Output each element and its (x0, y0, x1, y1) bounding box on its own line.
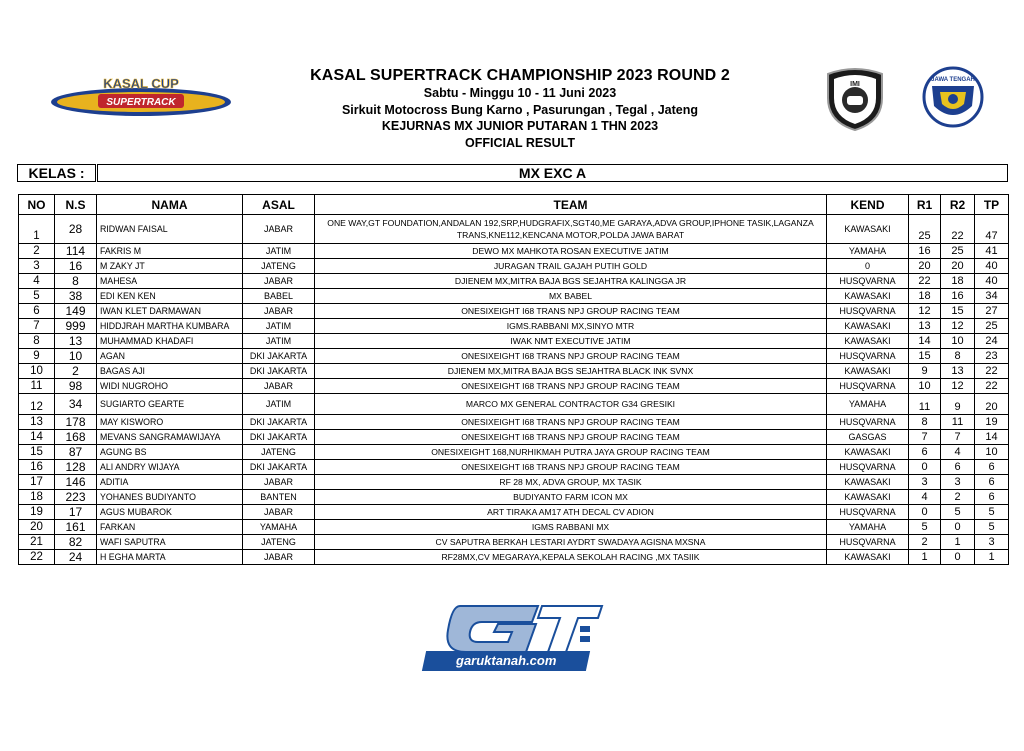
cell-team: ONESIXEIGHT I68 TRANS NPJ GROUP RACING TEAM (315, 304, 827, 319)
cell-ns: 87 (55, 445, 97, 460)
table-row (19, 415, 1009, 430)
cell-kend: HUSQVARNA (827, 415, 909, 430)
table-row (19, 379, 1009, 394)
cell-kend: KAWASAKI (827, 334, 909, 349)
cell-team: CV SAPUTRA BERKAH LESTARI AYDRT SWADAYA AGISNA MXSNA (315, 535, 827, 550)
cell-kend: HUSQVARNA (827, 460, 909, 475)
cell-nama: RIDWAN FAISAL (97, 215, 243, 244)
cell-r2: 4 (941, 445, 975, 460)
cell-team: RF 28 MX, ADVA GROUP, MX TASIK (315, 475, 827, 490)
cell-r2: 25 (941, 244, 975, 259)
cell-nama: YOHANES BUDIYANTO (97, 490, 243, 505)
cell-r1: 9 (909, 364, 941, 379)
event-venue: Sirkuit Motocross Bung Karno , Pasurungan , Tegal , Jateng (341, 102, 699, 117)
cell-asal: JABAR (243, 475, 315, 490)
kelas-label: KELAS : (17, 164, 96, 182)
cell-tp: 41 (975, 244, 1009, 259)
cell-r1: 22 (909, 274, 941, 289)
cell-kend: KAWASAKI (827, 445, 909, 460)
cell-nama: MUHAMMAD KHADAFI (97, 334, 243, 349)
cell-kend: HUSQVARNA (827, 505, 909, 520)
col-header-nama: NAMA (97, 195, 243, 215)
cell-nama: MAY KISWORO (97, 415, 243, 430)
cell-asal: JATENG (243, 445, 315, 460)
table-header-row (19, 195, 1009, 215)
cell-r2: 11 (941, 415, 975, 430)
cell-no: 17 (19, 475, 55, 490)
table-row (19, 304, 1009, 319)
kelas-value: MX EXC A (97, 164, 1008, 182)
cell-ns: 28 (55, 215, 97, 244)
cell-ns: 223 (55, 490, 97, 505)
cell-ns: 16 (55, 259, 97, 274)
cell-r2: 1 (941, 535, 975, 550)
cell-nama: FARKAN (97, 520, 243, 535)
cell-team: IGMS.RABBANI MX,SINYO MTR (315, 319, 827, 334)
cell-tp: 10 (975, 445, 1009, 460)
cell-r2: 16 (941, 289, 975, 304)
results-body (19, 215, 1009, 565)
cell-r2: 8 (941, 349, 975, 364)
cell-no: 19 (19, 505, 55, 520)
cell-kend: KAWASAKI (827, 215, 909, 244)
cell-r1: 4 (909, 490, 941, 505)
cell-r1: 10 (909, 379, 941, 394)
cell-r1: 13 (909, 319, 941, 334)
cell-asal: JATIM (243, 244, 315, 259)
table-row (19, 274, 1009, 289)
cell-team: RF28MX,CV MEGARAYA,KEPALA SEKOLAH RACING ,MX TASIIK (315, 550, 827, 565)
cell-tp: 40 (975, 274, 1009, 289)
imi-badge-text: IMI (850, 81, 860, 88)
cell-kend: HUSQVARNA (827, 349, 909, 364)
cell-no: 16 (19, 460, 55, 475)
cell-kend: HUSQVARNA (827, 304, 909, 319)
cell-nama: M ZAKY JT (97, 259, 243, 274)
col-header-tp: TP (975, 195, 1009, 215)
cell-ns: 13 (55, 334, 97, 349)
table-row (19, 349, 1009, 364)
cell-team: IWAK NMT EXECUTIVE JATIM (315, 334, 827, 349)
cell-r1: 0 (909, 460, 941, 475)
cell-no: 5 (19, 289, 55, 304)
table-row (19, 475, 1009, 490)
cell-asal: JATIM (243, 334, 315, 349)
cell-team: ART TIRAKA AM17 ATH DECAL CV ADION (315, 505, 827, 520)
document-header (0, 0, 1024, 160)
cell-kend: KAWASAKI (827, 319, 909, 334)
logo-left-bottom-text: SUPERTRACK (106, 97, 176, 108)
cell-asal: DKI JAKARTA (243, 364, 315, 379)
cell-tp: 1 (975, 550, 1009, 565)
cell-tp: 5 (975, 505, 1009, 520)
cell-r2: 5 (941, 505, 975, 520)
cell-ns: 114 (55, 244, 97, 259)
cell-no: 10 (19, 364, 55, 379)
jawa-tengah-badge-icon (922, 66, 984, 128)
cell-r1: 12 (909, 304, 941, 319)
result-type: OFFICIAL RESULT (465, 135, 575, 150)
cell-team: JURAGAN TRAIL GAJAH PUTIH GOLD (315, 259, 827, 274)
cell-tp: 40 (975, 259, 1009, 274)
cell-nama: IWAN KLET DARMAWAN (97, 304, 243, 319)
cell-r1: 0 (909, 505, 941, 520)
cell-r2: 13 (941, 364, 975, 379)
cell-team: ONESIXEIGHT 168,NURHIKMAH PUTRA JAYA GROUP RACING TEAM (315, 445, 827, 460)
cell-asal: YAMAHA (243, 520, 315, 535)
kasal-cup-supertrack-logo (48, 74, 234, 122)
cell-ns: 24 (55, 550, 97, 565)
imi-badge-icon (822, 66, 888, 132)
cell-team: ONE WAY,GT FOUNDATION,ANDALAN 192,SRP,HUDGRAFIX,SGT40,ME GARAYA,ADVA GROUP,IPHONE TASIK,LAGANZA TRANS,KNE112,KENCANA MOTOR,POLDA JAWA BARAT (315, 215, 827, 244)
cell-team: MARCO MX GENERAL CONTRACTOR G34 GRESIKI (315, 394, 827, 415)
event-series: KEJURNAS MX JUNIOR PUTARAN 1 THN 2023 (381, 119, 659, 133)
cell-team: DJIENEM MX,MITRA BAJA BGS SEJAHTRA BLACK INK SVNX (315, 364, 827, 379)
cell-r2: 7 (941, 430, 975, 445)
cell-nama: AGUS MUBAROK (97, 505, 243, 520)
cell-no: 22 (19, 550, 55, 565)
cell-no: 18 (19, 490, 55, 505)
cell-asal: BABEL (243, 289, 315, 304)
cell-team: ONESIXEIGHT I68 TRANS NPJ GROUP RACING TEAM (315, 349, 827, 364)
table-row (19, 535, 1009, 550)
table-row (19, 550, 1009, 565)
col-header-r2: R2 (941, 195, 975, 215)
cell-nama: MEVANS SANGRAMAWIJAYA (97, 430, 243, 445)
cell-tp: 47 (975, 215, 1009, 244)
cell-no: 14 (19, 430, 55, 445)
cell-tp: 25 (975, 319, 1009, 334)
cell-ns: 38 (55, 289, 97, 304)
cell-r2: 10 (941, 334, 975, 349)
cell-no: 2 (19, 244, 55, 259)
cell-asal: DKI JAKARTA (243, 460, 315, 475)
col-header-no: NO (19, 195, 55, 215)
cell-r2: 9 (941, 394, 975, 415)
cell-tp: 22 (975, 364, 1009, 379)
cell-r1: 1 (909, 550, 941, 565)
cell-ns: 34 (55, 394, 97, 415)
cell-r2: 0 (941, 520, 975, 535)
cell-kend: YAMAHA (827, 244, 909, 259)
cell-kend: 0 (827, 259, 909, 274)
cell-no: 1 (19, 215, 55, 244)
cell-no: 20 (19, 520, 55, 535)
table-row (19, 319, 1009, 334)
cell-no: 4 (19, 274, 55, 289)
cell-asal: JABAR (243, 274, 315, 289)
cell-r2: 20 (941, 259, 975, 274)
cell-nama: BAGAS AJI (97, 364, 243, 379)
cell-kend: KAWASAKI (827, 364, 909, 379)
cell-r2: 2 (941, 490, 975, 505)
cell-team: MX BABEL (315, 289, 827, 304)
cell-nama: AGUNG BS (97, 445, 243, 460)
footer-url: garuktanah.com (455, 653, 557, 668)
kelas-row (17, 164, 1008, 182)
table-row (19, 334, 1009, 349)
cell-tp: 19 (975, 415, 1009, 430)
cell-ns: 178 (55, 415, 97, 430)
cell-nama: EDI KEN KEN (97, 289, 243, 304)
cell-asal: JATIM (243, 319, 315, 334)
col-header-r1: R1 (909, 195, 941, 215)
table-row (19, 445, 1009, 460)
table-row (19, 490, 1009, 505)
cell-nama: WAFI SAPUTRA (97, 535, 243, 550)
cell-kend: HUSQVARNA (827, 379, 909, 394)
cell-r2: 3 (941, 475, 975, 490)
cell-r1: 11 (909, 394, 941, 415)
cell-ns: 999 (55, 319, 97, 334)
cell-ns: 168 (55, 430, 97, 445)
cell-r2: 0 (941, 550, 975, 565)
cell-asal: JABAR (243, 379, 315, 394)
title-block (250, 66, 790, 151)
cell-kend: GASGAS (827, 430, 909, 445)
cell-r2: 6 (941, 460, 975, 475)
cell-r1: 2 (909, 535, 941, 550)
cell-ns: 82 (55, 535, 97, 550)
table-row (19, 289, 1009, 304)
cell-asal: JATIM (243, 394, 315, 415)
cell-tp: 14 (975, 430, 1009, 445)
cell-asal: JATENG (243, 535, 315, 550)
cell-tp: 27 (975, 304, 1009, 319)
cell-r2: 18 (941, 274, 975, 289)
cell-ns: 2 (55, 364, 97, 379)
results-table (18, 194, 1009, 565)
footer-url-badge (422, 651, 590, 671)
col-header-kend: KEND (827, 195, 909, 215)
cell-ns: 149 (55, 304, 97, 319)
cell-r2: 12 (941, 319, 975, 334)
cell-no: 15 (19, 445, 55, 460)
cell-kend: KAWASAKI (827, 490, 909, 505)
cell-team: DEWO MX MAHKOTA ROSAN EXECUTIVE JATIM (315, 244, 827, 259)
cell-r2: 12 (941, 379, 975, 394)
cell-r1: 14 (909, 334, 941, 349)
cell-ns: 146 (55, 475, 97, 490)
cell-tp: 6 (975, 475, 1009, 490)
cell-r1: 20 (909, 259, 941, 274)
cell-tp: 6 (975, 460, 1009, 475)
cell-kend: YAMAHA (827, 394, 909, 415)
cell-nama: AGAN (97, 349, 243, 364)
cell-asal: JABAR (243, 215, 315, 244)
cell-asal: JABAR (243, 304, 315, 319)
cell-tp: 22 (975, 379, 1009, 394)
table-row (19, 430, 1009, 445)
cell-ns: 98 (55, 379, 97, 394)
cell-r1: 25 (909, 215, 941, 244)
cell-team: ONESIXEIGHT I68 TRANS NPJ GROUP RACING TEAM (315, 460, 827, 475)
cell-kend: KAWASAKI (827, 550, 909, 565)
cell-team: ONESIXEIGHT I68 TRANS NPJ GROUP RACING TEAM (315, 379, 827, 394)
cell-ns: 8 (55, 274, 97, 289)
table-row (19, 520, 1009, 535)
cell-team: ONESIXEIGHT I68 TRANS NPJ GROUP RACING TEAM (315, 415, 827, 430)
cell-nama: HIDDJRAH MARTHA KUMBARA (97, 319, 243, 334)
cell-asal: BANTEN (243, 490, 315, 505)
event-title: KASAL SUPERTRACK CHAMPIONSHIP 2023 ROUND 2 (310, 67, 730, 84)
cell-no: 11 (19, 379, 55, 394)
table-row (19, 364, 1009, 379)
cell-no: 8 (19, 334, 55, 349)
cell-tp: 24 (975, 334, 1009, 349)
cell-kend: HUSQVARNA (827, 274, 909, 289)
cell-team: IGMS RABBANI MX (315, 520, 827, 535)
cell-r1: 16 (909, 244, 941, 259)
table-row (19, 259, 1009, 274)
cell-asal: JATENG (243, 259, 315, 274)
cell-r1: 8 (909, 415, 941, 430)
event-date: Sabtu - Minggu 10 - 11 Juni 2023 (423, 86, 617, 100)
cell-no: 3 (19, 259, 55, 274)
cell-nama: ADITIA (97, 475, 243, 490)
cell-tp: 6 (975, 490, 1009, 505)
cell-nama: SUGIARTO GEARTE (97, 394, 243, 415)
col-header-ns: N.S (55, 195, 97, 215)
cell-tp: 23 (975, 349, 1009, 364)
cell-asal: DKI JAKARTA (243, 415, 315, 430)
col-header-asal: ASAL (243, 195, 315, 215)
cell-team: ONESIXEIGHT I68 TRANS NPJ GROUP RACING TEAM (315, 430, 827, 445)
cell-team: BUDIYANTO FARM ICON MX (315, 490, 827, 505)
cell-no: 12 (19, 394, 55, 415)
table-row (19, 505, 1009, 520)
cell-kend: KAWASAKI (827, 475, 909, 490)
cell-nama: ALI ANDRY WIJAYA (97, 460, 243, 475)
cell-team: DJIENEM MX,MITRA BAJA BGS SEJAHTRA KALINGGA JR (315, 274, 827, 289)
cell-nama: H EGHA MARTA (97, 550, 243, 565)
cell-r1: 15 (909, 349, 941, 364)
cell-no: 13 (19, 415, 55, 430)
jawa-tengah-badge-text: JAWA TENGAH (931, 77, 975, 83)
cell-kend: HUSQVARNA (827, 535, 909, 550)
cell-ns: 17 (55, 505, 97, 520)
cell-r1: 18 (909, 289, 941, 304)
logo-left-top-text: KASAL CUP (103, 76, 179, 91)
cell-asal: DKI JAKARTA (243, 349, 315, 364)
cell-r1: 6 (909, 445, 941, 460)
cell-asal: DKI JAKARTA (243, 430, 315, 445)
cell-kend: KAWASAKI (827, 289, 909, 304)
cell-nama: WIDI NUGROHO (97, 379, 243, 394)
cell-tp: 3 (975, 535, 1009, 550)
table-row (19, 215, 1009, 244)
cell-no: 7 (19, 319, 55, 334)
cell-r1: 7 (909, 430, 941, 445)
cell-ns: 161 (55, 520, 97, 535)
table-row (19, 244, 1009, 259)
cell-r2: 15 (941, 304, 975, 319)
cell-no: 6 (19, 304, 55, 319)
table-row (19, 460, 1009, 475)
cell-ns: 10 (55, 349, 97, 364)
cell-tp: 5 (975, 520, 1009, 535)
cell-nama: FAKRIS M (97, 244, 243, 259)
col-header-team: TEAM (315, 195, 827, 215)
cell-nama: MAHESA (97, 274, 243, 289)
cell-r1: 5 (909, 520, 941, 535)
cell-tp: 34 (975, 289, 1009, 304)
cell-tp: 20 (975, 394, 1009, 415)
table-row (19, 394, 1009, 415)
cell-r2: 22 (941, 215, 975, 244)
cell-asal: JABAR (243, 505, 315, 520)
cell-r1: 3 (909, 475, 941, 490)
cell-no: 9 (19, 349, 55, 364)
cell-asal: JABAR (243, 550, 315, 565)
cell-no: 21 (19, 535, 55, 550)
cell-ns: 128 (55, 460, 97, 475)
cell-kend: YAMAHA (827, 520, 909, 535)
